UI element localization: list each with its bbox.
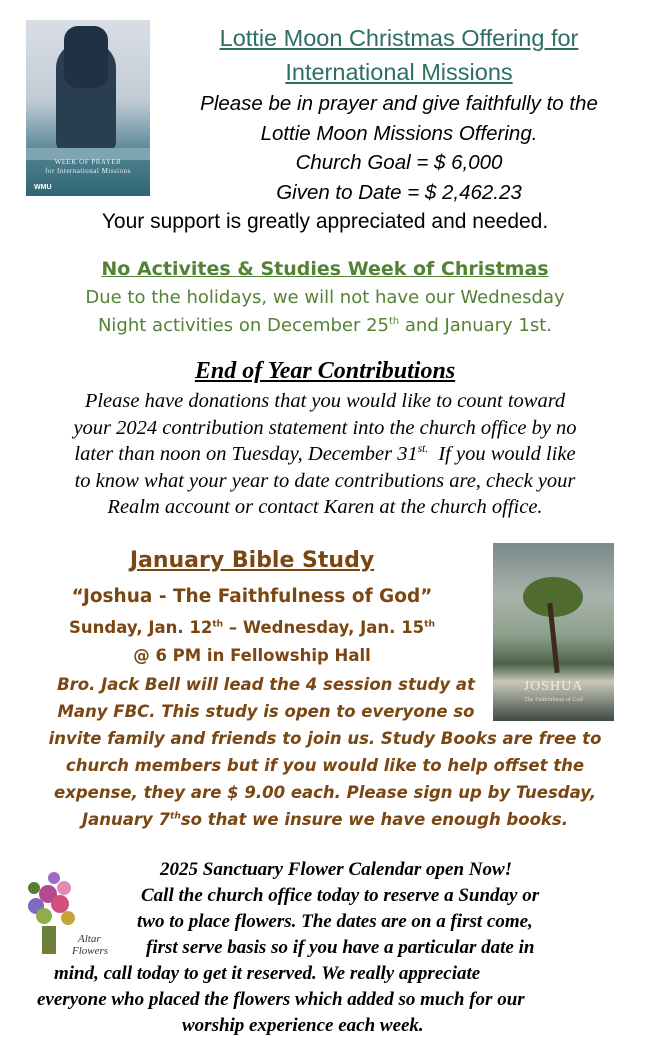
flower-shape <box>61 911 75 925</box>
church-goal: Church Goal = $ 6,000 <box>295 151 503 174</box>
altar-label: Altar <box>78 933 101 945</box>
bible-study-text-line2: Many FBC. This study is open to everyone so <box>57 702 475 721</box>
bible-study-text-bottom <box>30 725 620 833</box>
flower-calendar-heading: 2025 Sanctuary Flower Calendar open Now! <box>160 859 513 880</box>
bible-study-text-top <box>40 671 492 725</box>
start-date: Sunday, Jan. 12 <box>69 618 213 637</box>
joshua-book-cover-image <box>493 543 614 721</box>
bible-study-heading: January Bible Study <box>129 548 375 573</box>
flower-text-line1: Call the church office today to reserve a Sunday or <box>141 885 540 906</box>
ordinal-suffix: th <box>170 811 181 822</box>
ordinal-suffix: th <box>212 619 224 630</box>
end-of-year-line3-text: later than noon on Tuesday, December 31 <box>74 443 418 465</box>
week-of-prayer-cover-image <box>26 20 150 196</box>
leaf-shape <box>28 882 40 894</box>
end-of-year-line4: to know what your year to date contributions are, check your <box>74 469 576 492</box>
bible-study-subtitle: “Joshua - The Faithfulness of God” <box>71 586 433 607</box>
flower-shape <box>51 895 69 913</box>
bible-study-text-line6 <box>30 806 620 833</box>
ordinal-suffix: st. <box>417 443 429 456</box>
cover-title: WEEK OF PRAYER <box>54 158 122 166</box>
flower-text-line6: worship experience each week. <box>182 1015 424 1036</box>
no-activities-line1: Due to the holidays, we will not have our Wednesday <box>85 287 565 308</box>
cover-subtitle: for International Missions <box>45 167 131 175</box>
signup-text: so that we insure we have enough books. <box>180 810 568 829</box>
ordinal-suffix: th <box>389 316 400 327</box>
end-date: – Wednesday, Jan. 15 <box>223 618 425 637</box>
lottie-moon-text <box>160 89 638 207</box>
end-of-year-line2: your 2024 contribution statement into the church office by no <box>73 416 577 439</box>
bible-study-text-line3: invite family and friends to join us. Study Books are free to <box>48 729 602 748</box>
bible-study-text-line1: Bro. Jack Bell will lead the 4 session study at <box>57 675 475 694</box>
support-message: Your support is greatly appreciated and needed. <box>101 210 549 233</box>
lottie-moon-title <box>160 21 638 89</box>
ordinal-suffix: th <box>424 619 435 630</box>
flowers-label: Flowers <box>72 945 109 957</box>
vase-shape <box>42 926 56 954</box>
lottie-moon-text-line1: Please be in prayer and give faithfully to the <box>200 92 598 115</box>
flower-text-line5: everyone who placed the flowers which added so much for our <box>37 989 525 1010</box>
lottie-moon-title-line2: International Missions <box>285 59 513 85</box>
flower-text-line3: first serve basis so if you have a particular date in <box>146 937 535 958</box>
no-activities-line2 <box>0 312 650 340</box>
end-of-year-line3-end: If you would like <box>428 443 576 465</box>
joshua-cover-subtitle: The Faithfulness of God <box>524 697 583 703</box>
backpack-shape <box>64 26 108 88</box>
flower-shape <box>48 872 60 884</box>
bible-study-dates <box>0 614 504 670</box>
joshua-cover-title: JOSHUA <box>523 679 584 694</box>
end-of-year-line1: Please have donations that you would like to count toward <box>84 390 566 412</box>
signup-date: January 7 <box>82 810 171 829</box>
no-activities-text <box>0 284 650 340</box>
no-activities-heading: No Activites & Studies Week of Christmas <box>101 258 549 280</box>
end-of-year-heading: End of Year Contributions <box>194 358 456 384</box>
leaf-shape <box>36 908 52 924</box>
given-to-date: Given to Date = $ 2,462.23 <box>276 180 522 204</box>
time-and-place: @ 6 PM in Fellowship Hall <box>133 646 371 665</box>
no-activities-line2-end: and January 1st. <box>399 315 553 336</box>
lottie-moon-title-line1: Lottie Moon Christmas Offering for <box>219 25 579 51</box>
end-of-year-line5: Realm account or contact Karen at the church office. <box>107 496 543 518</box>
end-of-year-text <box>30 388 620 521</box>
flower-text-line2: two to place flowers. The dates are on a first come, <box>137 911 533 932</box>
cover-text <box>26 158 150 176</box>
lottie-moon-text-line2: Lottie Moon Missions Offering. <box>260 121 538 145</box>
bible-study-text-line5: expense, they are $ 9.00 each. Please sign up by Tuesday, <box>54 783 596 802</box>
bible-study-date-range <box>0 614 504 642</box>
wmu-logo: WMU <box>34 184 52 191</box>
altar-flowers-image <box>24 866 114 962</box>
flower-shape <box>57 881 71 895</box>
end-of-year-line3 <box>30 441 620 468</box>
no-activities-line2-text: Night activities on December 25 <box>97 315 390 336</box>
flower-text-line4: mind, call today to get it reserved. We really appreciate <box>54 963 481 984</box>
bible-study-text-line4: church members but if you would like to help offset the <box>65 756 585 775</box>
